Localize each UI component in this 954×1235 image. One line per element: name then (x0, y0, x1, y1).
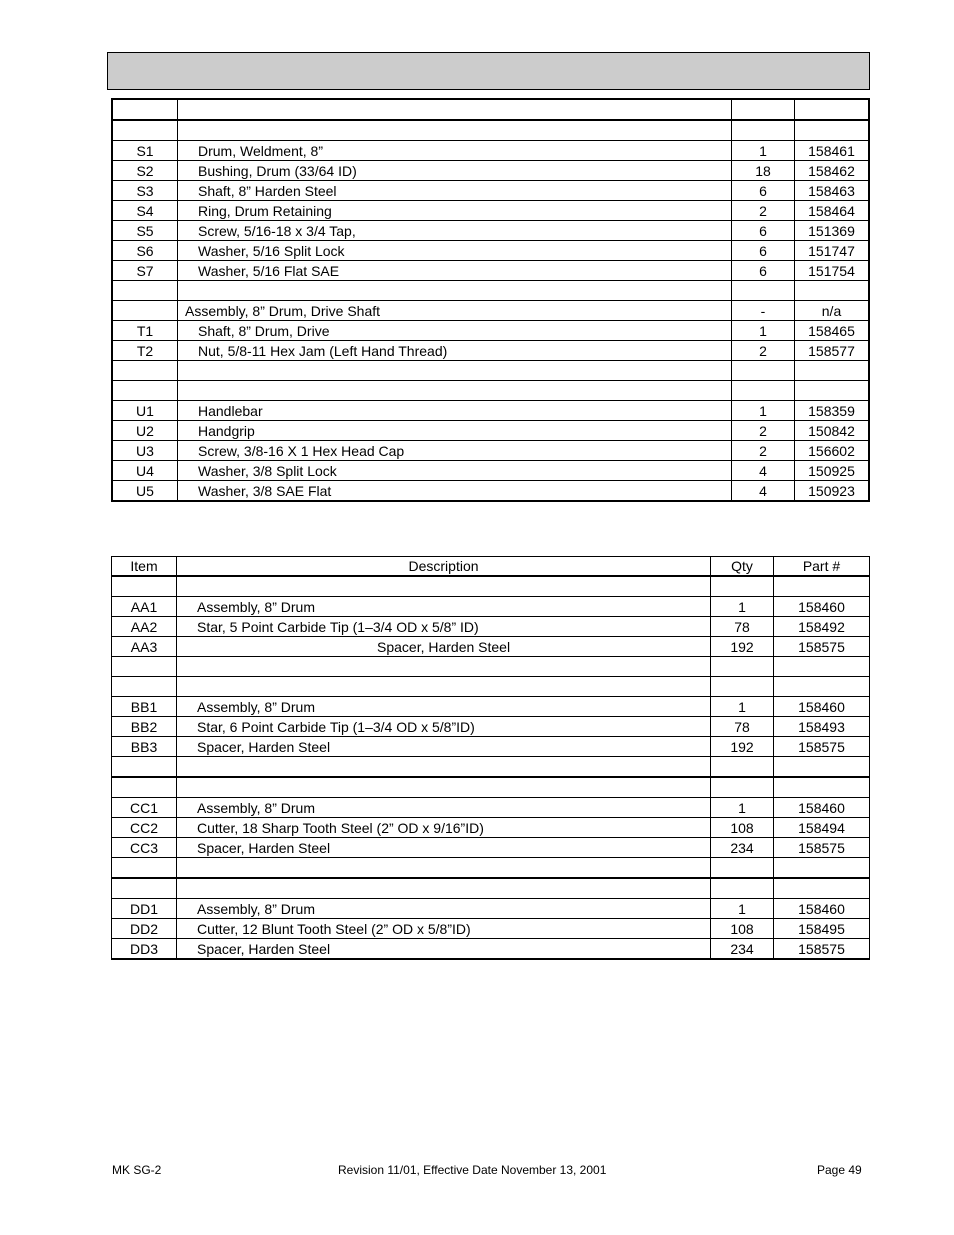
column-header-qty: Qty (711, 557, 774, 577)
cell-description: Assembly, 8” Drum (177, 798, 711, 818)
cell-qty: 234 (711, 939, 774, 960)
table-row (112, 818, 870, 838)
cell-description (178, 281, 732, 301)
cell-part-number: 158492 (774, 617, 870, 637)
cell-item: DD3 (112, 939, 177, 960)
cell-item (112, 657, 177, 677)
table-row (112, 878, 870, 899)
cell-item: CC3 (112, 838, 177, 858)
cell-item (112, 99, 178, 120)
cell-item (112, 777, 177, 798)
cell-item: U2 (112, 421, 178, 441)
table-row (112, 321, 869, 341)
cell-description (177, 878, 711, 899)
column-header-description: Description (177, 557, 711, 577)
cell-description (178, 120, 732, 141)
table-row (112, 401, 869, 421)
cell-description: Shaft, 8” Drum, Drive (178, 321, 732, 341)
cell-description: Spacer, Harden Steel (177, 637, 711, 657)
table-row (112, 441, 869, 461)
footer-page-number: Page 49 (817, 1163, 862, 1177)
cell-description: Washer, 3/8 SAE Flat (178, 481, 732, 502)
table-header-row (112, 557, 870, 577)
cell-part-number: 158460 (774, 697, 870, 717)
parts-table-cutters (111, 556, 870, 960)
cell-description: Spacer, Harden Steel (177, 737, 711, 757)
table-row (112, 737, 870, 757)
table-row (112, 597, 870, 617)
cell-description: Washer, 5/16 Flat SAE (178, 261, 732, 281)
cell-part-number: 158575 (774, 737, 870, 757)
cell-qty: 6 (732, 261, 795, 281)
table-row (112, 939, 870, 960)
cell-description: Drum, Weldment, 8” (178, 141, 732, 161)
cell-qty (711, 878, 774, 899)
cell-qty: 108 (711, 818, 774, 838)
cell-qty (711, 777, 774, 798)
table-row (112, 697, 870, 717)
cell-description (177, 757, 711, 778)
table-row (112, 141, 869, 161)
cell-item: BB3 (112, 737, 177, 757)
cell-part-number: 151369 (795, 221, 870, 241)
cell-part-number (774, 677, 870, 697)
cell-description: Star, 6 Point Carbide Tip (1–3/4 OD x 5/8”ID) (177, 717, 711, 737)
cell-qty (711, 677, 774, 697)
cell-item: S4 (112, 201, 178, 221)
cell-part-number: 150842 (795, 421, 870, 441)
cell-item: U4 (112, 461, 178, 481)
cell-description (178, 381, 732, 401)
cell-part-number: 158464 (795, 201, 870, 221)
cell-qty (732, 381, 795, 401)
cell-qty: 1 (711, 798, 774, 818)
table-row (112, 757, 870, 778)
cell-item (112, 858, 177, 879)
cell-part-number: 158577 (795, 341, 870, 361)
cell-qty: 2 (732, 201, 795, 221)
cell-description (177, 576, 711, 597)
cell-description: Washer, 5/16 Split Lock (178, 241, 732, 261)
table-row (112, 657, 870, 677)
cell-description (177, 777, 711, 798)
cell-qty: 6 (732, 181, 795, 201)
cell-item: S3 (112, 181, 178, 201)
cell-description: Cutter, 18 Sharp Tooth Steel (2” OD x 9/16”ID) (177, 818, 711, 838)
cell-qty: 6 (732, 221, 795, 241)
table-row (112, 221, 869, 241)
cell-qty: 1 (732, 321, 795, 341)
table-row (112, 481, 869, 502)
cell-item: AA3 (112, 637, 177, 657)
cell-part-number: 158465 (795, 321, 870, 341)
cell-qty (711, 657, 774, 677)
cell-part-number (774, 576, 870, 597)
cell-description (177, 657, 711, 677)
cell-qty: 4 (732, 461, 795, 481)
cell-qty: 1 (711, 697, 774, 717)
table-row (112, 161, 869, 181)
cell-part-number: 158493 (774, 717, 870, 737)
cell-part-number: 158494 (774, 818, 870, 838)
cell-item (112, 301, 178, 321)
parts-table-drum (111, 98, 870, 502)
table-row (112, 576, 870, 597)
cell-part-number: 158460 (774, 597, 870, 617)
cell-part-number: 158575 (774, 939, 870, 960)
cell-item (112, 757, 177, 778)
cell-qty: 18 (732, 161, 795, 181)
cell-item (112, 381, 178, 401)
cell-qty: 78 (711, 717, 774, 737)
cell-description (177, 677, 711, 697)
cell-item: CC1 (112, 798, 177, 818)
table-row (112, 301, 869, 321)
cell-qty (732, 120, 795, 141)
cell-qty (732, 99, 795, 120)
table-row (112, 281, 869, 301)
cell-description: Star, 5 Point Carbide Tip (1–3/4 OD x 5/8” ID) (177, 617, 711, 637)
cell-item: BB2 (112, 717, 177, 737)
cell-qty: 2 (732, 441, 795, 461)
table-row (112, 181, 869, 201)
cell-part-number: 158575 (774, 838, 870, 858)
cell-part-number: 158463 (795, 181, 870, 201)
table-row (112, 461, 869, 481)
cell-part-number (774, 777, 870, 798)
table-row (112, 120, 869, 141)
cell-description: Nut, 5/8-11 Hex Jam (Left Hand Thread) (178, 341, 732, 361)
cell-part-number: 150923 (795, 481, 870, 502)
cell-part-number: 150925 (795, 461, 870, 481)
table-row (112, 201, 869, 221)
cell-description (177, 858, 711, 879)
cell-qty: 1 (732, 141, 795, 161)
cell-part-number: 158460 (774, 798, 870, 818)
cell-item: T2 (112, 341, 178, 361)
cell-qty: 1 (732, 401, 795, 421)
cell-item: DD2 (112, 919, 177, 939)
footer-doc-id: MK SG-2 (112, 1163, 162, 1177)
table-row (112, 858, 870, 879)
cell-part-number (795, 99, 870, 120)
cell-item: U5 (112, 481, 178, 502)
cell-item: AA1 (112, 597, 177, 617)
table-row (112, 717, 870, 737)
cell-description: Bushing, Drum (33/64 ID) (178, 161, 732, 181)
cell-description: Spacer, Harden Steel (177, 838, 711, 858)
table-row (112, 637, 870, 657)
table-row (112, 617, 870, 637)
cell-qty (711, 757, 774, 778)
cell-part-number: 156602 (795, 441, 870, 461)
cell-item (112, 677, 177, 697)
cell-item (112, 361, 178, 381)
table-row (112, 361, 869, 381)
cell-item (112, 576, 177, 597)
cell-description: Assembly, 8” Drum (177, 899, 711, 919)
cell-qty: - (732, 301, 795, 321)
cell-description: Ring, Drum Retaining (178, 201, 732, 221)
cell-item: S1 (112, 141, 178, 161)
cell-item: S5 (112, 221, 178, 241)
cell-item: S2 (112, 161, 178, 181)
cell-description: Assembly, 8” Drum, Drive Shaft (178, 301, 732, 321)
cell-part-number: 158461 (795, 141, 870, 161)
table-row (112, 798, 870, 818)
cell-item: AA2 (112, 617, 177, 637)
table-row (112, 421, 869, 441)
cell-description: Assembly, 8” Drum (177, 597, 711, 617)
cell-item: S6 (112, 241, 178, 261)
table-row (112, 99, 869, 120)
cell-part-number: 158359 (795, 401, 870, 421)
cell-qty: 2 (732, 341, 795, 361)
cell-item: BB1 (112, 697, 177, 717)
cell-qty (732, 361, 795, 381)
cell-part-number (795, 361, 870, 381)
cell-part-number (774, 757, 870, 778)
cell-item: S7 (112, 261, 178, 281)
cell-qty: 108 (711, 919, 774, 939)
cell-item (112, 878, 177, 899)
table-row (112, 838, 870, 858)
cell-description: Washer, 3/8 Split Lock (178, 461, 732, 481)
cell-description: Cutter, 12 Blunt Tooth Steel (2” OD x 5/8”ID) (177, 919, 711, 939)
cell-item: U1 (112, 401, 178, 421)
cell-part-number (774, 858, 870, 879)
cell-part-number (795, 381, 870, 401)
cell-qty: 1 (711, 899, 774, 919)
column-header-item: Item (112, 557, 177, 577)
cell-part-number (774, 657, 870, 677)
table-row (112, 777, 870, 798)
cell-qty: 4 (732, 481, 795, 502)
cell-qty (711, 576, 774, 597)
table-row (112, 899, 870, 919)
cell-qty: 192 (711, 737, 774, 757)
cell-item (112, 120, 178, 141)
cell-description: Screw, 5/16-18 x 3/4 Tap, (178, 221, 732, 241)
cell-description: Spacer, Harden Steel (177, 939, 711, 960)
cell-qty: 6 (732, 241, 795, 261)
cell-item: T1 (112, 321, 178, 341)
cell-qty: 78 (711, 617, 774, 637)
column-header-part-number: Part # (774, 557, 870, 577)
cell-item: CC2 (112, 818, 177, 838)
table-row (112, 677, 870, 697)
cell-qty: 234 (711, 838, 774, 858)
table-row (112, 381, 869, 401)
cell-part-number: 158462 (795, 161, 870, 181)
cell-part-number: 158575 (774, 637, 870, 657)
cell-part-number: 151747 (795, 241, 870, 261)
table-row (112, 241, 869, 261)
cell-description (178, 99, 732, 120)
cell-part-number: n/a (795, 301, 870, 321)
cell-description: Shaft, 8” Harden Steel (178, 181, 732, 201)
cell-description: Assembly, 8” Drum (177, 697, 711, 717)
table-row (112, 261, 869, 281)
cell-item: U3 (112, 441, 178, 461)
cell-part-number: 151754 (795, 261, 870, 281)
cell-qty (732, 281, 795, 301)
cell-part-number (795, 281, 870, 301)
cell-part-number (774, 878, 870, 899)
cell-qty: 2 (732, 421, 795, 441)
cell-part-number (795, 120, 870, 141)
cell-qty (711, 858, 774, 879)
cell-description (178, 361, 732, 381)
cell-part-number: 158460 (774, 899, 870, 919)
cell-qty: 1 (711, 597, 774, 617)
cell-description: Handgrip (178, 421, 732, 441)
cell-description: Handlebar (178, 401, 732, 421)
cell-item: DD1 (112, 899, 177, 919)
table-row (112, 919, 870, 939)
cell-item (112, 281, 178, 301)
cell-qty: 192 (711, 637, 774, 657)
table-row (112, 341, 869, 361)
cell-part-number: 158495 (774, 919, 870, 939)
cell-description: Screw, 3/8-16 X 1 Hex Head Cap (178, 441, 732, 461)
header-bar (107, 52, 870, 90)
footer-revision: Revision 11/01, Effective Date November 13, 2001 (338, 1163, 607, 1177)
